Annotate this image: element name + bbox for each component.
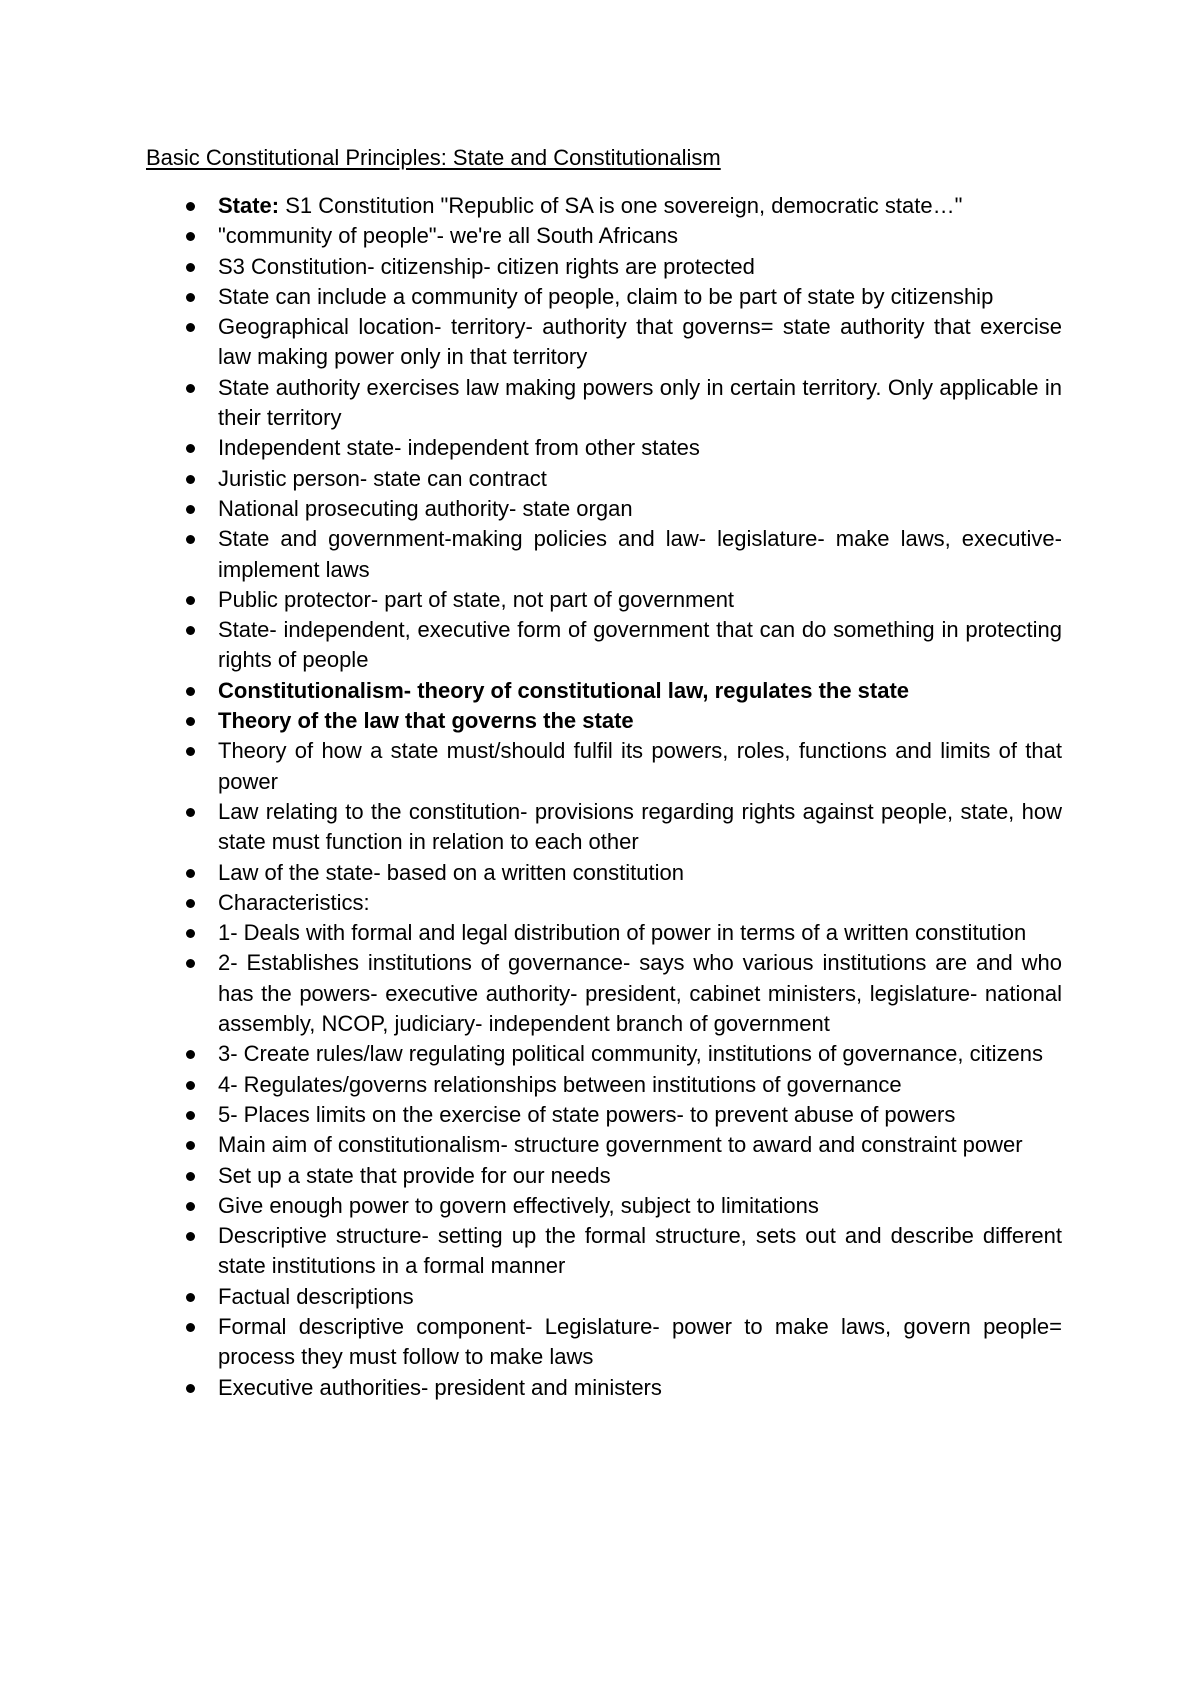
bullet-dot — [186, 596, 195, 605]
list-item — [180, 948, 1062, 1039]
bullet-dot — [186, 687, 195, 696]
list-item — [180, 797, 1062, 858]
bullet-dot — [186, 1111, 195, 1120]
bullet-dot — [186, 869, 195, 878]
list-item-text: State authority exercises law making powers only in certain territory. Only applicable in their territory — [218, 374, 1062, 431]
list-item — [180, 615, 1062, 676]
bullet-dot — [186, 626, 195, 635]
list-item — [180, 191, 1062, 221]
list-item — [180, 312, 1062, 373]
list-item — [180, 433, 1062, 463]
list-item-text: Juristic person- state can contract — [218, 465, 547, 491]
list-item-text: Factual descriptions — [218, 1283, 414, 1309]
list-item-text: 5- Places limits on the exercise of state powers- to prevent abuse of powers — [218, 1101, 956, 1127]
bullet-dot — [186, 444, 195, 453]
list-item-text: Characteristics: — [218, 889, 370, 915]
document-title: Basic Constitutional Principles: State and Constitutionalism — [146, 145, 721, 170]
bullet-dot — [186, 384, 195, 393]
list-item-text: 2- Establishes institutions of governance- says who various institutions are and who has the powers- executive authority- president, cabinet ministers, legislature- national assembly, NCOP, judiciary- independent branch of government — [218, 950, 1062, 1037]
bullet-dot — [186, 929, 195, 938]
list-item — [180, 1161, 1062, 1191]
bullet-dot — [186, 263, 195, 272]
bullet-dot — [186, 1384, 195, 1393]
list-item-text: National prosecuting authority- state organ — [218, 495, 633, 521]
bullet-dot — [186, 747, 195, 756]
bullet-dot — [186, 1141, 195, 1150]
bullet-list — [180, 191, 1062, 1403]
list-item-text: Geographical location- territory- authority that governs= state authority that exercise law making power only in that territory — [218, 314, 1062, 370]
list-item — [180, 252, 1062, 282]
list-item-text: Theory of how a state must/should fulfil its powers, roles, functions and limits of that power — [218, 738, 1062, 794]
list-item-text: Constitutionalism- theory of constitutional law, regulates the state — [218, 677, 910, 703]
list-item-text: State and government-making policies and law- legislature- make laws, executive-implement laws — [218, 526, 1062, 582]
bullet-dot — [186, 293, 195, 302]
list-item — [180, 888, 1062, 918]
bullet-dot — [186, 323, 195, 332]
bullet-dot — [186, 202, 195, 211]
list-item — [180, 676, 1062, 706]
list-item — [180, 918, 1062, 948]
list-item-text: Give enough power to govern effectively, subject to limitations — [218, 1192, 819, 1218]
list-item — [180, 1070, 1062, 1100]
list-item — [180, 1221, 1062, 1282]
list-item-text: 4- Regulates/governs relationships between institutions of governance — [218, 1071, 902, 1097]
list-item-text: State can include a community of people, claim to be part of state by citizenship — [218, 283, 994, 309]
list-item-text: Formal descriptive component- Legislature- power to make laws, govern people= process they must follow to make laws — [218, 1313, 1062, 1370]
list-item-text: Law relating to the constitution- provisions regarding rights against people, state, how state must function in relation to each other — [218, 798, 1062, 855]
bullet-dot — [186, 1172, 195, 1181]
list-item-text: 1- Deals with formal and legal distribution of power in terms of a written constitution — [218, 920, 1027, 946]
bullet-dot — [186, 808, 195, 817]
list-item — [180, 221, 1062, 251]
bullet-dot — [186, 899, 195, 908]
list-item-text: S1 Constitution "Republic of SA is one sovereign, democratic state…" — [279, 193, 963, 218]
list-item — [180, 1130, 1062, 1160]
bullet-dot — [186, 1232, 195, 1241]
list-item-text: Executive authorities- president and ministers — [218, 1374, 662, 1400]
list-item-text: S3 Constitution- citizenship- citizen rights are protected — [218, 253, 755, 279]
bullet-dot — [186, 232, 195, 241]
list-item — [180, 1100, 1062, 1130]
bullet-dot — [186, 475, 195, 484]
list-item — [180, 585, 1062, 615]
list-item — [180, 282, 1062, 312]
list-item-text: Independent state- independent from other states — [218, 435, 700, 461]
bullet-dot — [186, 959, 195, 968]
list-item — [180, 858, 1062, 888]
list-item — [180, 494, 1062, 524]
list-item — [180, 706, 1062, 736]
list-item-text: Theory of the law that governs the state — [218, 708, 634, 734]
list-item — [180, 1282, 1062, 1312]
list-item-text: Public protector- part of state, not part of government — [218, 586, 735, 612]
list-item — [180, 736, 1062, 797]
list-item-text: "community of people"- we're all South Africans — [218, 223, 679, 249]
list-item — [180, 1039, 1062, 1069]
list-item-text: 3- Create rules/law regulating political community, institutions of governance, citizens — [218, 1041, 1043, 1067]
list-item — [180, 524, 1062, 585]
bullet-dot — [186, 1293, 195, 1302]
bullet-dot — [186, 717, 195, 726]
list-item — [180, 1312, 1062, 1373]
list-item-text: Descriptive structure- setting up the formal structure, sets out and describe different state institutions in a formal manner — [218, 1223, 1062, 1279]
list-item — [180, 1373, 1062, 1403]
list-item-lead: State: — [218, 193, 280, 218]
bullet-dot — [186, 535, 195, 544]
bullet-dot — [186, 1081, 195, 1090]
bullet-dot — [186, 1202, 195, 1211]
list-item-text: State- independent, executive form of government that can do something in protecting rights of people — [218, 617, 1062, 673]
list-item-text: Set up a state that provide for our needs — [218, 1162, 611, 1188]
list-item — [180, 464, 1062, 494]
list-item-text: Law of the state- based on a written constitution — [218, 859, 684, 885]
list-item — [180, 373, 1062, 434]
bullet-dot — [186, 1323, 195, 1332]
bullet-dot — [186, 505, 195, 514]
bullet-dot — [186, 1050, 195, 1059]
list-item — [180, 1191, 1062, 1221]
list-item-text: Main aim of constitutionalism- structure government to award and constraint power — [218, 1132, 1023, 1158]
